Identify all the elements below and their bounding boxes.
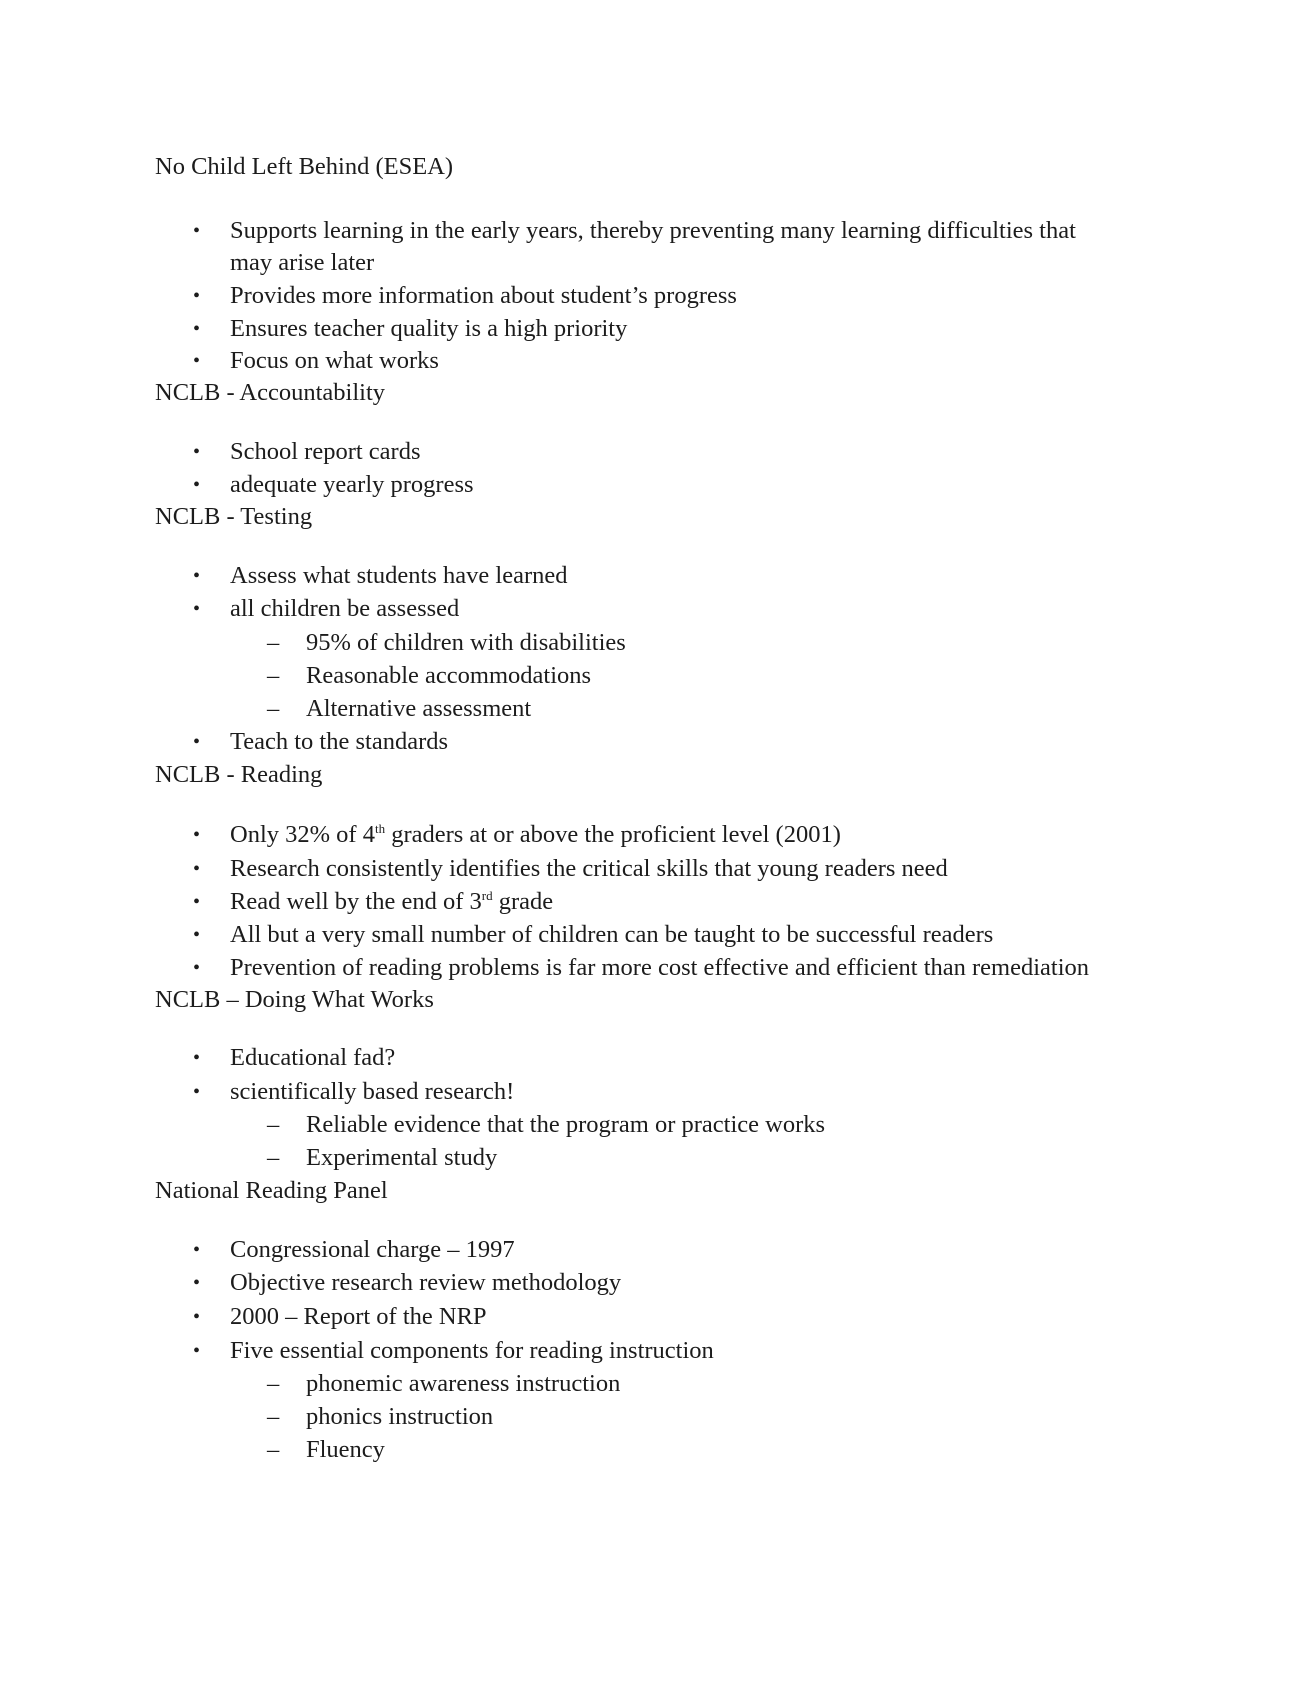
list-item: Ensures teacher quality is a high priority [230,315,628,342]
bullet-icon: • [193,285,201,307]
bullet-icon: • [193,891,201,913]
list-item: Objective research review methodology [230,1269,622,1296]
list-item: Teach to the standards [230,728,449,755]
bullet-icon: • [193,318,201,340]
list-item: Educational fad? [230,1044,396,1071]
list-item: Research consistently identifies the critical skills that young readers need [230,855,948,882]
bullet-icon: • [193,1047,201,1069]
list-item-text: graders at or above the proficient level (2001) [385,821,841,848]
bullet-icon: • [193,1306,201,1328]
sub-list-item: phonics instruction [306,1403,494,1430]
dash-icon: – [267,1144,280,1171]
sub-list-item: phonemic awareness instruction [306,1370,621,1397]
list-item [230,820,841,850]
list-item-text: Read well by the end of 3 [230,888,482,915]
sub-list-item: Experimental study [306,1144,498,1171]
list-item: School report cards [230,438,421,465]
bullet-icon: • [193,957,201,979]
list-item: 2000 – Report of the NRP [230,1303,487,1330]
sub-list-item: Fluency [306,1436,385,1463]
dash-icon: – [267,1436,280,1463]
list-item: adequate yearly progress [230,471,474,498]
list-item: scientifically based research! [230,1078,515,1105]
dash-icon: – [267,1403,280,1430]
sub-list-item: 95% of children with disabilities [306,629,626,656]
ordinal-superscript: rd [481,888,493,903]
bullet-icon: • [193,731,201,753]
list-item: all children be assessed [230,595,460,622]
list-item-text: Only 32% of 4 [230,821,375,848]
bullet-icon: • [193,1081,201,1103]
section-heading: NCLB – Doing What Works [155,986,434,1013]
section-heading: NCLB - Testing [155,503,313,530]
sub-list-item: Reliable evidence that the program or practice works [306,1111,826,1138]
bullet-icon: • [193,1239,201,1261]
bullet-icon: • [193,220,201,242]
bullet-icon: • [193,824,201,846]
list-item: Focus on what works [230,347,439,374]
list-item: Prevention of reading problems is far more cost effective and efficient than remediation [230,954,1090,981]
bullet-icon: • [193,350,201,372]
bullet-icon: • [193,565,201,587]
bullet-icon: • [193,474,201,496]
list-item: Assess what students have learned [230,562,568,589]
list-item: Five essential components for reading instruction [230,1337,714,1364]
dash-icon: – [267,695,280,722]
dash-icon: – [267,662,280,689]
list-item: All but a very small number of children can be taught to be successful readers [230,921,994,948]
section-heading: NCLB - Reading [155,761,323,788]
section-heading: No Child Left Behind (ESEA) [155,153,454,180]
bullet-icon: • [193,598,201,620]
dash-icon: – [267,1370,280,1397]
list-item: Supports learning in the early years, thereby preventing many learning difficulties that [230,217,1076,244]
section-heading: NCLB - Accountability [155,379,385,406]
dash-icon: – [267,1111,280,1138]
list-item-text: grade [492,888,554,915]
bullet-icon: • [193,858,201,880]
list-item: Provides more information about student’s progress [230,282,737,309]
list-item: Congressional charge – 1997 [230,1236,515,1263]
ordinal-superscript: th [374,821,386,836]
bullet-icon: • [193,924,201,946]
bullet-icon: • [193,1340,201,1362]
list-item [230,887,553,917]
sub-list-item: Alternative assessment [306,695,532,722]
bullet-icon: • [193,1272,201,1294]
sub-list-item: Reasonable accommodations [306,662,592,689]
section-heading: National Reading Panel [155,1177,388,1204]
dash-icon: – [267,629,280,656]
bullet-icon: • [193,441,201,463]
list-item-continuation: may arise later [230,249,375,276]
